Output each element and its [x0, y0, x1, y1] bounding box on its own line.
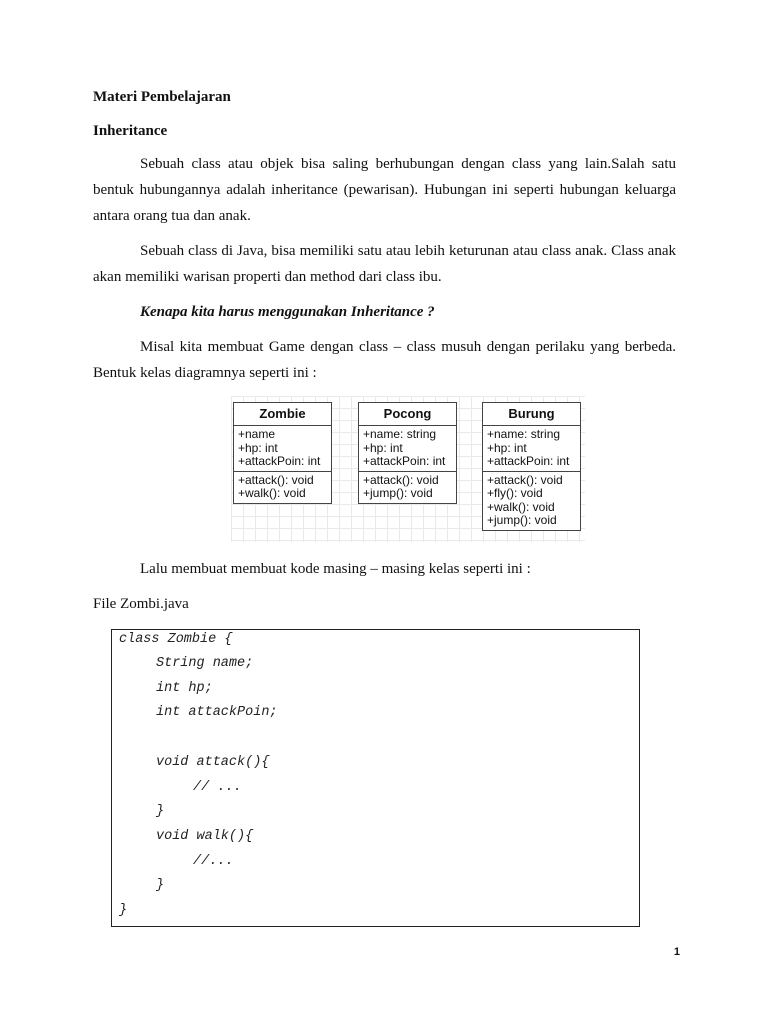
uml-class-name: Burung: [483, 403, 580, 426]
code-line: int hp;: [156, 681, 213, 696]
uml-class-burung: [482, 402, 581, 531]
uml-attribute: +name: [238, 427, 276, 441]
uml-methods: [359, 471, 456, 503]
uml-class-diagram: [231, 396, 585, 542]
uml-attributes: [483, 426, 580, 471]
code-line: //...: [193, 854, 234, 869]
paragraph-3: Misal kita membuat Game dengan class – class musuh dengan perilaku yang berbeda. Bentuk kelas diagramnya seperti ini :: [93, 339, 676, 381]
paragraph-1: Sebuah class atau objek bisa saling berhubungan dengan class yang lain.Salah satu bentuk hubungannya adalah inheritance (pewarisan). Hubungan ini seperti hubungan keluarga antara orang tua dan anak.: [93, 156, 676, 224]
uml-attributes: [359, 426, 456, 471]
code-line: int attackPoin;: [156, 705, 278, 720]
uml-methods: [234, 471, 331, 503]
uml-method: +attack(): void: [487, 472, 563, 487]
uml-method: +jump(): void: [363, 486, 433, 500]
code-line: void walk(){: [156, 829, 254, 844]
uml-attribute: +attackPoin: int: [238, 454, 321, 468]
uml-attribute: +name: string: [363, 427, 437, 441]
uml-method: +walk(): void: [487, 499, 555, 514]
code-line: // ...: [193, 780, 242, 795]
uml-method: +fly(): void: [487, 486, 543, 500]
uml-attribute: +attackPoin: int: [487, 454, 570, 468]
code-line: }: [156, 804, 165, 819]
uml-method: +attack(): void: [238, 472, 314, 487]
code-block: [111, 629, 640, 927]
uml-methods: [483, 471, 580, 530]
subheading: Inheritance: [93, 123, 168, 139]
uml-method: +walk(): void: [238, 486, 306, 500]
file-label: File Zombi.java: [93, 596, 189, 612]
uml-method: +attack(): void: [363, 472, 439, 487]
paragraph-2: Sebuah class di Java, bisa memiliki satu atau lebih keturunan atau class anak. Class anak akan memiliki warisan properti dan method dari class ibu.: [93, 243, 676, 285]
page-number: 1: [673, 946, 680, 958]
uml-attribute: +hp: int: [363, 440, 403, 455]
code-line: String name;: [156, 656, 254, 671]
uml-class-name: Pocong: [359, 403, 456, 426]
uml-attribute: +attackPoin: int: [363, 454, 446, 468]
uml-class-pocong: [358, 402, 457, 504]
uml-method: +jump(): void: [487, 513, 557, 527]
uml-attribute: +hp: int: [487, 440, 527, 455]
question-heading: Kenapa kita harus menggunakan Inheritance ?: [140, 304, 435, 320]
uml-attribute: +name: string: [487, 427, 561, 441]
uml-attribute: +hp: int: [238, 440, 278, 455]
code-line: }: [119, 903, 128, 918]
paragraph-4: Lalu membuat membuat kode masing – masing kelas seperti ini :: [140, 561, 531, 577]
uml-class-name: Zombie: [234, 403, 331, 426]
code-line: void attack(){: [156, 755, 270, 770]
code-line: class Zombie {: [119, 632, 233, 647]
uml-attributes: [234, 426, 331, 471]
heading: Materi Pembelajaran: [93, 89, 231, 105]
code-line: }: [156, 878, 165, 893]
uml-class-zombie: [233, 402, 332, 504]
